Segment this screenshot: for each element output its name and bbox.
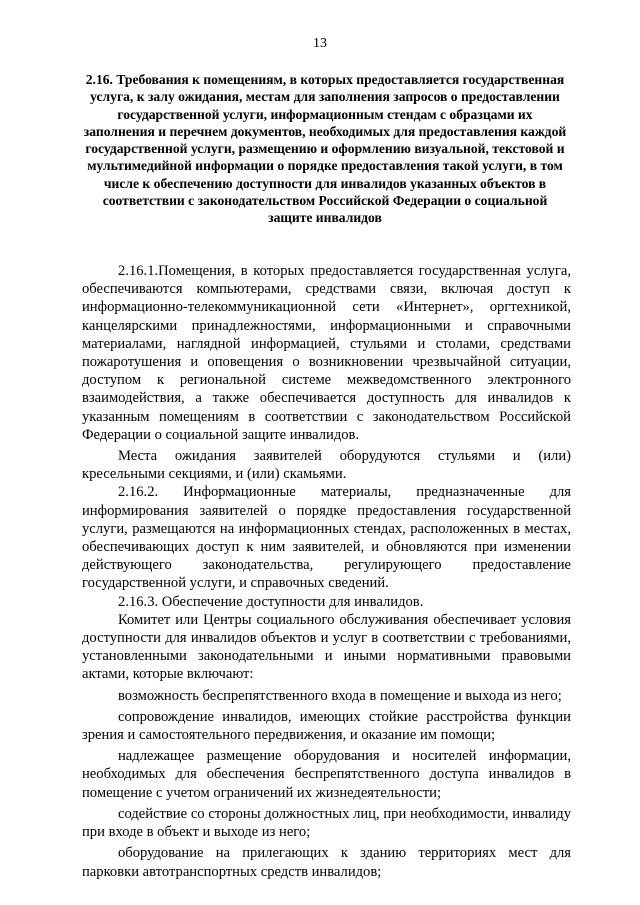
list-item-parking: оборудование на прилегающих к зданию территориях мест для парковки автотранспортных средств инвалидов; <box>82 845 571 880</box>
paragraph-committee-obligations: Комитет или Центры социального обслуживания обеспечивает условия доступности для инвалидов объектов и услуг в соответствии с требованиями, установленными законодательными и иными нормативными правовыми актами, которые включают: <box>82 611 571 683</box>
section-heading: 2.16. Требования к помещениям, в которых предоставляется государственная услуга, к залу ожидания, местам для заполнения запросов о предоставлении государственной услуги, информационным стендам с образцами их заполнения и перечнем документов, необходимых для предоставления каждой государственной услуги, размещению и оформлению визуальной, текстовой и мультимедийной информации о порядке предоставления такой услуги, в том числе к обеспечению доступности для инвалидов указанных объектов в соответствии с законодательством Российской Федерации о социальной защите инвалидов <box>83 72 567 226</box>
paragraph-2-16-3: 2.16.3. Обеспечение доступности для инвалидов. <box>118 593 424 610</box>
list-item-escort: сопровождение инвалидов, имеющих стойкие расстройства функции зрения и самостоятельного передвижения, и оказание им помощи; <box>82 708 571 744</box>
list-item-assistance: содействие со стороны должностных лиц, при необходимости, инвалиду при входе в объект и выходе из него; <box>82 805 571 841</box>
paragraph-2-16-1: 2.16.1.Помещения, в которых предоставляется государственная услуга, обеспечиваются компьютерами, средствами связи, включая доступ к информационно-телекоммуникационной сети «Интернет», оргтехникой, канцелярскими принадлежностями, информационными и справочными материалами, наглядной информацией, стульями и столами, средствами пожаротушения и оповещения о возникновении чрезвычайной ситуации, доступом к региональной системе межведомственного электронного взаимодействия, а также обеспечивается доступность для инвалидов к указанным помещениям в соответствии с законодательством Российской Федерации о социальной защите инвалидов. <box>82 263 571 443</box>
list-item-entrance: возможность беспрепятственного входа в помещение и выхода из него; <box>118 687 562 704</box>
paragraph-waiting-places: Места ожидания заявителей оборудуются стульями и (или) кресельными секциями, и (или) скамьями. <box>82 448 571 483</box>
paragraph-2-16-2: 2.16.2. Информационные материалы, предназначенные для информирования заявителей о порядке предоставления государственной услуги, размещаются на информационных стендах, расположенных в местах, обеспечивающих доступ к ним заявителей, и обновляются при изменении действующего законодательства, регулирующего предоставление государственной услуги, и справочных сведений. <box>82 484 571 592</box>
document-body <box>82 262 571 881</box>
page-number: 13 <box>313 36 327 51</box>
list-item-equipment: надлежащее размещение оборудования и носителей информации, необходимых для обеспечения беспрепятственного доступа инвалидов в помещение с учетом ограничений их жизнедеятельности; <box>82 748 571 801</box>
